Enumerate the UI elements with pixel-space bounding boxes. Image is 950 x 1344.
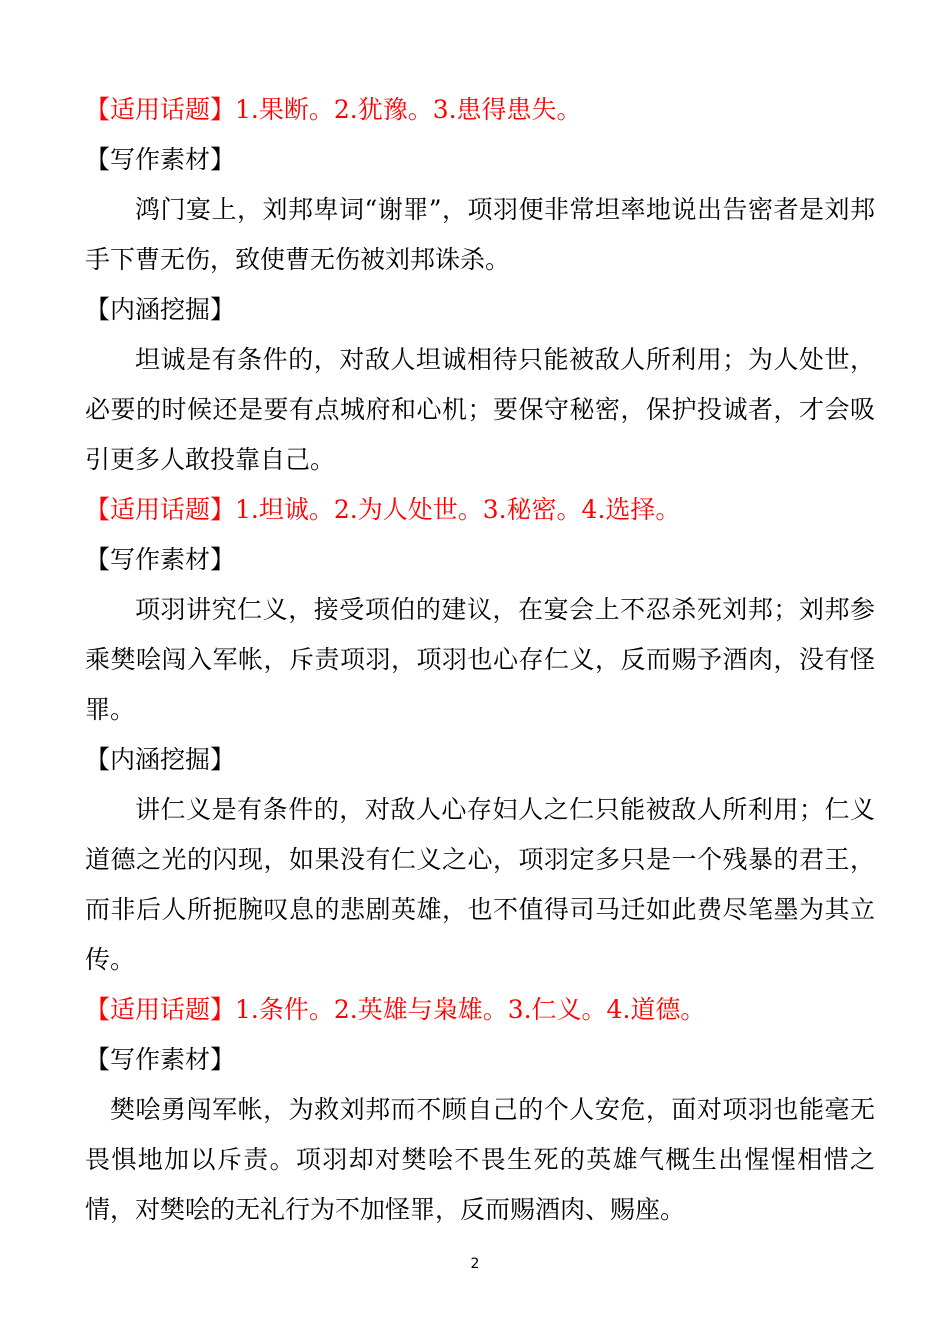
applicable-topics-3: 【适用话题】1.条件。2.英雄与枭雄。3.仁义。4.道德。 [85,995,706,1024]
connotation-heading-2: 【内涵挖掘】 [85,745,236,774]
writing-material-heading-2: 【写作素材】 [85,545,236,574]
writing-material-heading-3: 【写作素材】 [85,1045,236,1074]
applicable-topics-2: 【适用话题】1.坦诚。2.为人处世。3.秘密。4.选择。 [85,495,681,524]
applicable-topics-1: 【适用话题】1.果断。2.犹豫。3.患得患失。 [85,95,582,124]
writing-material-paragraph-3: 樊哙勇闯军帐，为救刘邦而不顾自己的个人安危，面对项羽也能毫无畏惧地加以斥责。项羽却对樊哙不畏生死的英雄气概生出惺惺相惜之情，对樊哙的无礼行为不加怪罪，反而赐酒肉、赐座。 [85,1095,875,1224]
document-body [85,85,875,1235]
writing-material-paragraph-1: 鸿门宴上，刘邦卑词“谢罪”，项羽便非常坦率地说出告密者是刘邦手下曹无伤，致使曹无伤被刘邦诛杀。 [85,195,875,274]
writing-material-heading-1: 【写作素材】 [85,145,236,174]
connotation-paragraph-1: 坦诚是有条件的，对敌人坦诚相待只能被敌人所利用；为人处世，必要的时候还是要有点城府和心机；要保守秘密，保护投诚者，才会吸引更多人敢投靠自己。 [85,345,875,474]
connotation-heading-1: 【内涵挖掘】 [85,295,236,324]
connotation-paragraph-2: 讲仁义是有条件的，对敌人心存妇人之仁只能被敌人所利用；仁义道德之光的闪现，如果没有仁义之心，项羽定多只是一个残暴的君王，而非后人所扼腕叹息的悲剧英雄，也不值得司马迁如此费尽笔墨为其立传。 [85,795,875,974]
page-number: 2 [470,1256,480,1272]
writing-material-paragraph-2: 项羽讲究仁义，接受项伯的建议，在宴会上不忍杀死刘邦；刘邦参乘樊哙闯入军帐，斥责项羽，项羽也心存仁义，反而赐予酒肉，没有怪罪。 [85,595,875,724]
